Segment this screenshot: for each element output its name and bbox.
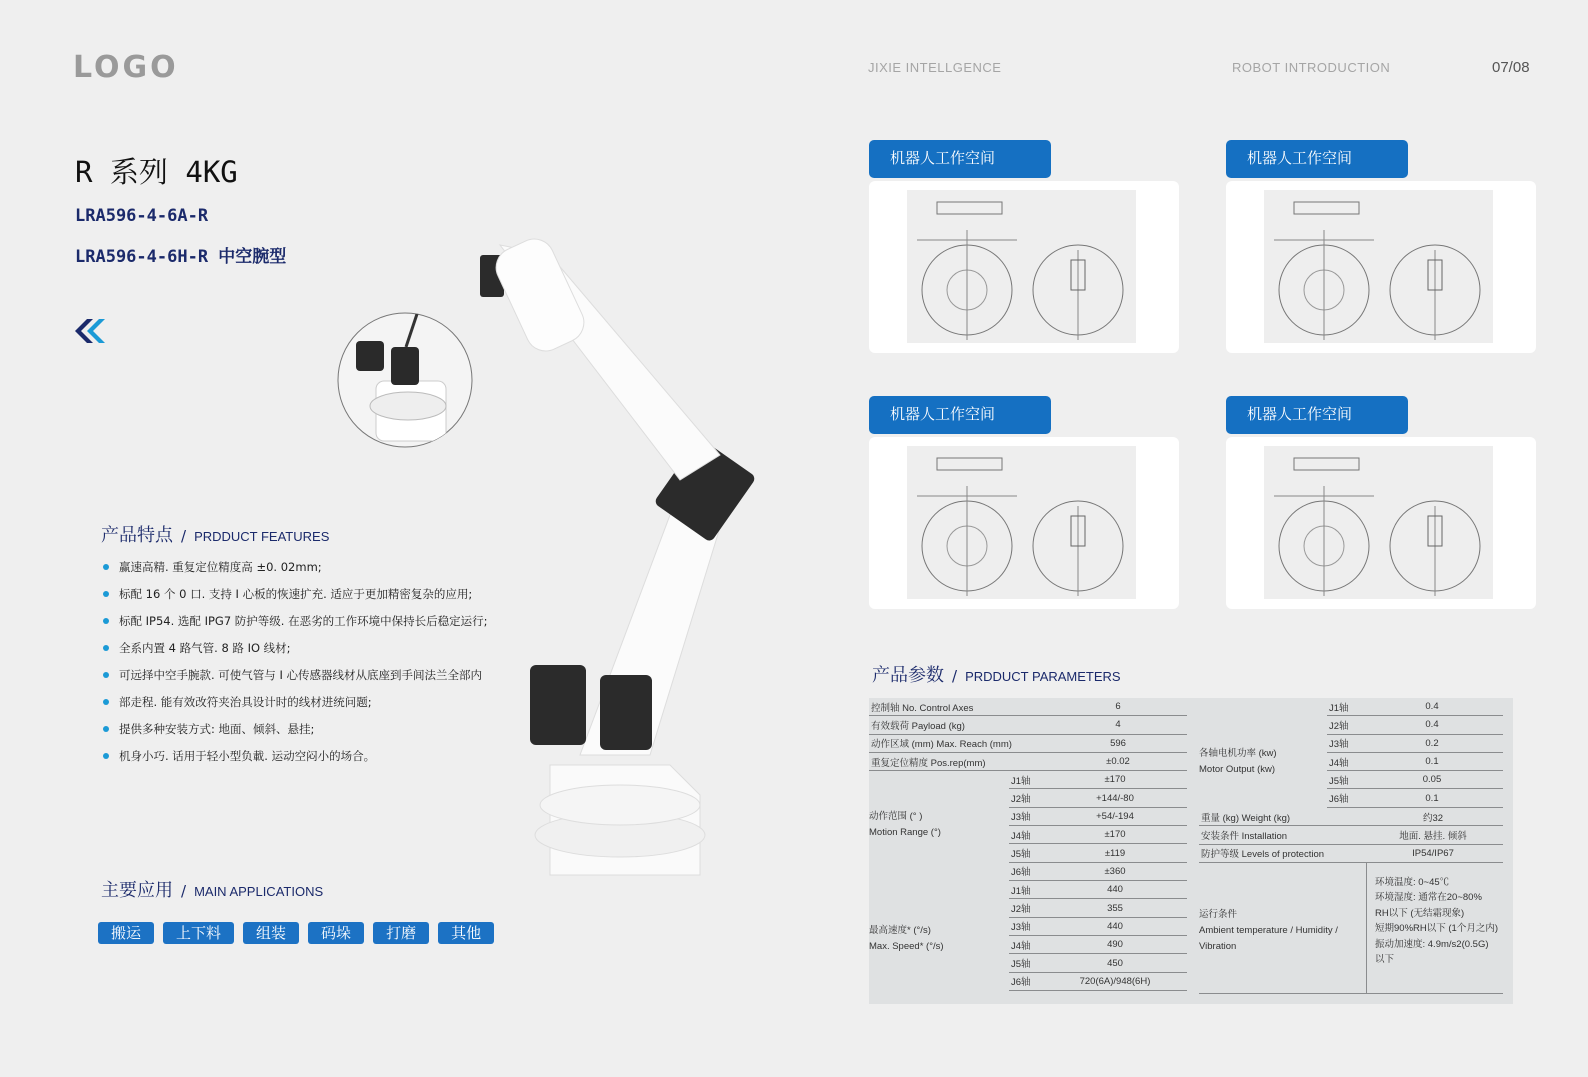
axis-value: ±360	[1043, 862, 1187, 880]
feature-text: 标配 IP54. 选配 IPG7 防护等级. 在恶劣的工作环境中保持长后稳定运行;	[119, 614, 488, 628]
axis-value: 720(6A)/948(6H)	[1043, 972, 1187, 990]
workspace-tab-3[interactable]: 机器人工作空间	[869, 396, 1051, 434]
param-label: 有效载荷 Payload (kg)	[869, 716, 1049, 734]
environment-value: 短期90%RH以下 (1个月之内)	[1375, 923, 1498, 935]
axis-label: J3轴	[1327, 734, 1361, 752]
axis-label: J3轴	[1009, 917, 1043, 935]
applications-buttons	[98, 922, 494, 944]
environment-label-cn: 运行条件	[1199, 908, 1238, 920]
parameters-right	[1199, 698, 1503, 994]
feature-item	[101, 749, 487, 776]
workspace-diagram-2	[1264, 190, 1493, 343]
param-value: 4	[1049, 716, 1187, 734]
axis-value: 0.4	[1361, 716, 1503, 734]
bullet-icon	[103, 591, 109, 597]
max-speed-label	[869, 923, 944, 955]
axis-value: 490	[1043, 936, 1187, 954]
axis-value: ±170	[1043, 771, 1187, 789]
feature-item	[101, 587, 487, 614]
environment-group	[1199, 863, 1503, 994]
chevron-left-double-icon[interactable]	[74, 318, 108, 348]
axis-label: J4轴	[1009, 936, 1043, 954]
feature-text: 赢速高精. 重复定位精度高 ±0. 02mm;	[119, 560, 322, 574]
app-button-other[interactable]: 其他	[438, 922, 494, 944]
axis-value: 0.2	[1361, 734, 1503, 752]
axis-value: 0.05	[1361, 771, 1503, 789]
features-slash: /	[181, 527, 187, 545]
environment-label	[1199, 907, 1359, 955]
axis-label: J1轴	[1009, 771, 1043, 789]
param-value: 6	[1049, 698, 1187, 716]
axis-value: +54/-194	[1043, 807, 1187, 825]
feature-text: 部走程. 能有效改符夹治具设计时的线材进统问题;	[119, 695, 372, 709]
features-heading	[101, 521, 329, 547]
axis-label: J1轴	[1327, 698, 1361, 716]
workspace-card-3	[869, 437, 1179, 609]
param-value: 地面. 悬挂. 倾斜	[1363, 826, 1503, 844]
workspace-tab-2[interactable]: 机器人工作空间	[1226, 140, 1408, 178]
param-label: 重量 (kg) Weight (kg)	[1199, 808, 1363, 826]
features-list	[101, 560, 487, 776]
motor-output-label-en: Motor Output (kw)	[1199, 764, 1276, 775]
page-number: 07/08	[1492, 59, 1530, 76]
feature-text: 提供多种安装方式: 地面、倾斜、悬挂;	[119, 722, 315, 736]
axis-value: 355	[1043, 899, 1187, 917]
parameters-title-en: PRDDUCT PARAMETERS	[965, 669, 1121, 684]
workspace-diagram-3	[907, 446, 1136, 599]
bullet-icon	[103, 753, 109, 759]
motion-range-group	[869, 771, 1187, 881]
param-value: ±0.02	[1049, 752, 1187, 770]
axis-value: ±119	[1043, 844, 1187, 862]
axis-label: J5轴	[1009, 844, 1043, 862]
axis-label: J4轴	[1009, 826, 1043, 844]
bullet-icon	[103, 645, 109, 651]
axis-label: J6轴	[1009, 972, 1043, 990]
axis-value: 450	[1043, 954, 1187, 972]
bullet-icon	[103, 672, 109, 678]
model-name-2: LRA596-4-6H-R 中空腕型	[75, 247, 287, 267]
param-value: 596	[1049, 734, 1187, 752]
feature-item	[101, 668, 487, 695]
bullet-icon	[103, 699, 109, 705]
features-title-en: PRDDUCT FEATURES	[194, 529, 330, 544]
motion-range-label	[869, 809, 941, 841]
environment-label-en: Ambient temperature / Humidity / Vibration	[1199, 924, 1338, 952]
axis-value: +144/-80	[1043, 789, 1187, 807]
feature-text: 可远择中空手腕款. 可使气管与 I 心传感器线材从底座到手闾法兰全部内	[119, 668, 483, 682]
param-label: 防护等级 Levels of protection	[1199, 844, 1363, 862]
app-button-grinding[interactable]: 打磨	[373, 922, 429, 944]
environment-values	[1375, 875, 1498, 968]
bullet-icon	[103, 618, 109, 624]
motor-output-label-cn: 各轴电机功率 (kw)	[1199, 748, 1277, 759]
applications-title-cn: 主要应用	[101, 880, 173, 901]
feature-text: 全系内置 4 路气管. 8 路 IO 线材;	[119, 641, 291, 655]
feature-item	[101, 614, 487, 641]
axis-label: J1轴	[1009, 881, 1043, 899]
param-value: IP54/IP67	[1363, 844, 1503, 862]
workspace-tab-1[interactable]: 机器人工作空间	[869, 140, 1051, 178]
axis-value: 0.1	[1361, 752, 1503, 770]
axis-value: 0.4	[1361, 698, 1503, 716]
workspace-card-2	[1226, 181, 1536, 353]
axis-value: 440	[1043, 881, 1187, 899]
company-name: JIXIE INTELLGENCE	[868, 60, 1002, 75]
feature-text: 机身小巧. 话用于轻小型负載. 运动空闷小的场合。	[119, 749, 376, 763]
model-name-1: LRA596-4-6A-R	[75, 206, 209, 226]
feature-item	[101, 722, 487, 749]
bullet-icon	[103, 726, 109, 732]
max-speed-group	[869, 881, 1187, 993]
axis-label: J5轴	[1327, 771, 1361, 789]
motor-output-group	[1199, 698, 1503, 808]
app-button-palletizing[interactable]: 码垛	[308, 922, 364, 944]
feature-item	[101, 641, 487, 668]
app-button-assembly[interactable]: 组装	[243, 922, 299, 944]
parameters-slash: /	[952, 667, 958, 685]
param-label: 动作区域 (mm) Max. Reach (mm)	[869, 734, 1049, 752]
workspace-tab-4[interactable]: 机器人工作空间	[1226, 396, 1408, 434]
axis-value: 440	[1043, 917, 1187, 935]
parameters-heading	[872, 661, 1121, 687]
motor-output-label	[1199, 746, 1277, 778]
environment-value: 以下	[1375, 954, 1395, 966]
axis-label: J2轴	[1327, 716, 1361, 734]
motion-range-label-en: Motion Range (°)	[869, 827, 941, 839]
applications-title-en: MAIN APPLICATIONS	[194, 884, 324, 899]
max-speed-label-en: Max. Speed* (°/s)	[869, 941, 944, 953]
workspace-card-4	[1226, 437, 1536, 609]
workspace-card-1	[869, 181, 1179, 353]
param-label: 控制轴 No. Control Axes	[869, 698, 1049, 716]
axis-value: ±170	[1043, 826, 1187, 844]
environment-value: 振动加速度: 4.9m/s2(0.5G)	[1375, 938, 1489, 950]
axis-label: J6轴	[1327, 789, 1361, 807]
features-title-cn: 产品特点	[101, 525, 173, 546]
axis-label: J6轴	[1009, 862, 1043, 880]
environment-value: 环境湿度: 通常在20~80%	[1375, 892, 1482, 904]
parameters-left	[869, 698, 1187, 993]
param-label: 安装条件 Installation	[1199, 826, 1363, 844]
param-label: 重复定位精度 Pos.rep(mm)	[869, 752, 1049, 770]
workspace-diagram-1	[907, 190, 1136, 343]
applications-slash: /	[181, 882, 187, 900]
environment-value: 环境温度: 0~45℃	[1375, 876, 1450, 888]
param-value: 约32	[1363, 808, 1503, 826]
app-button-handling[interactable]: 搬运	[98, 922, 154, 944]
max-speed-label-cn: 最高速度* (°/s)	[869, 925, 931, 937]
feature-item	[101, 695, 487, 722]
logo: LOGO	[73, 50, 179, 85]
axis-value: 0.1	[1361, 789, 1503, 807]
robot-image	[470, 235, 770, 899]
detail-inset-image	[336, 311, 474, 453]
parameters-table	[869, 698, 1513, 1004]
feature-item	[101, 560, 487, 587]
bullet-icon	[103, 564, 109, 570]
product-title: R 系列 4KG	[75, 155, 238, 189]
environment-value: RH以下 (无结霜现象)	[1375, 907, 1465, 919]
motion-range-label-cn: 动作范围 (° )	[869, 811, 923, 823]
axis-label: J3轴	[1009, 807, 1043, 825]
workspace-diagram-4	[1264, 446, 1493, 599]
applications-heading	[101, 876, 323, 902]
section-name: ROBOT INTRODUCTION	[1232, 60, 1391, 75]
parameters-title-cn: 产品参数	[872, 665, 944, 686]
axis-label: J5轴	[1009, 954, 1043, 972]
axis-label: J2轴	[1009, 789, 1043, 807]
axis-label: J2轴	[1009, 899, 1043, 917]
app-button-loading[interactable]: 上下料	[163, 922, 234, 944]
axis-label: J4轴	[1327, 752, 1361, 770]
feature-text: 标配 16 个 0 口. 支持 I 心板的恢速扩充. 适应于更加精密复杂的应用;	[119, 587, 473, 601]
environment-divider	[1366, 863, 1367, 993]
